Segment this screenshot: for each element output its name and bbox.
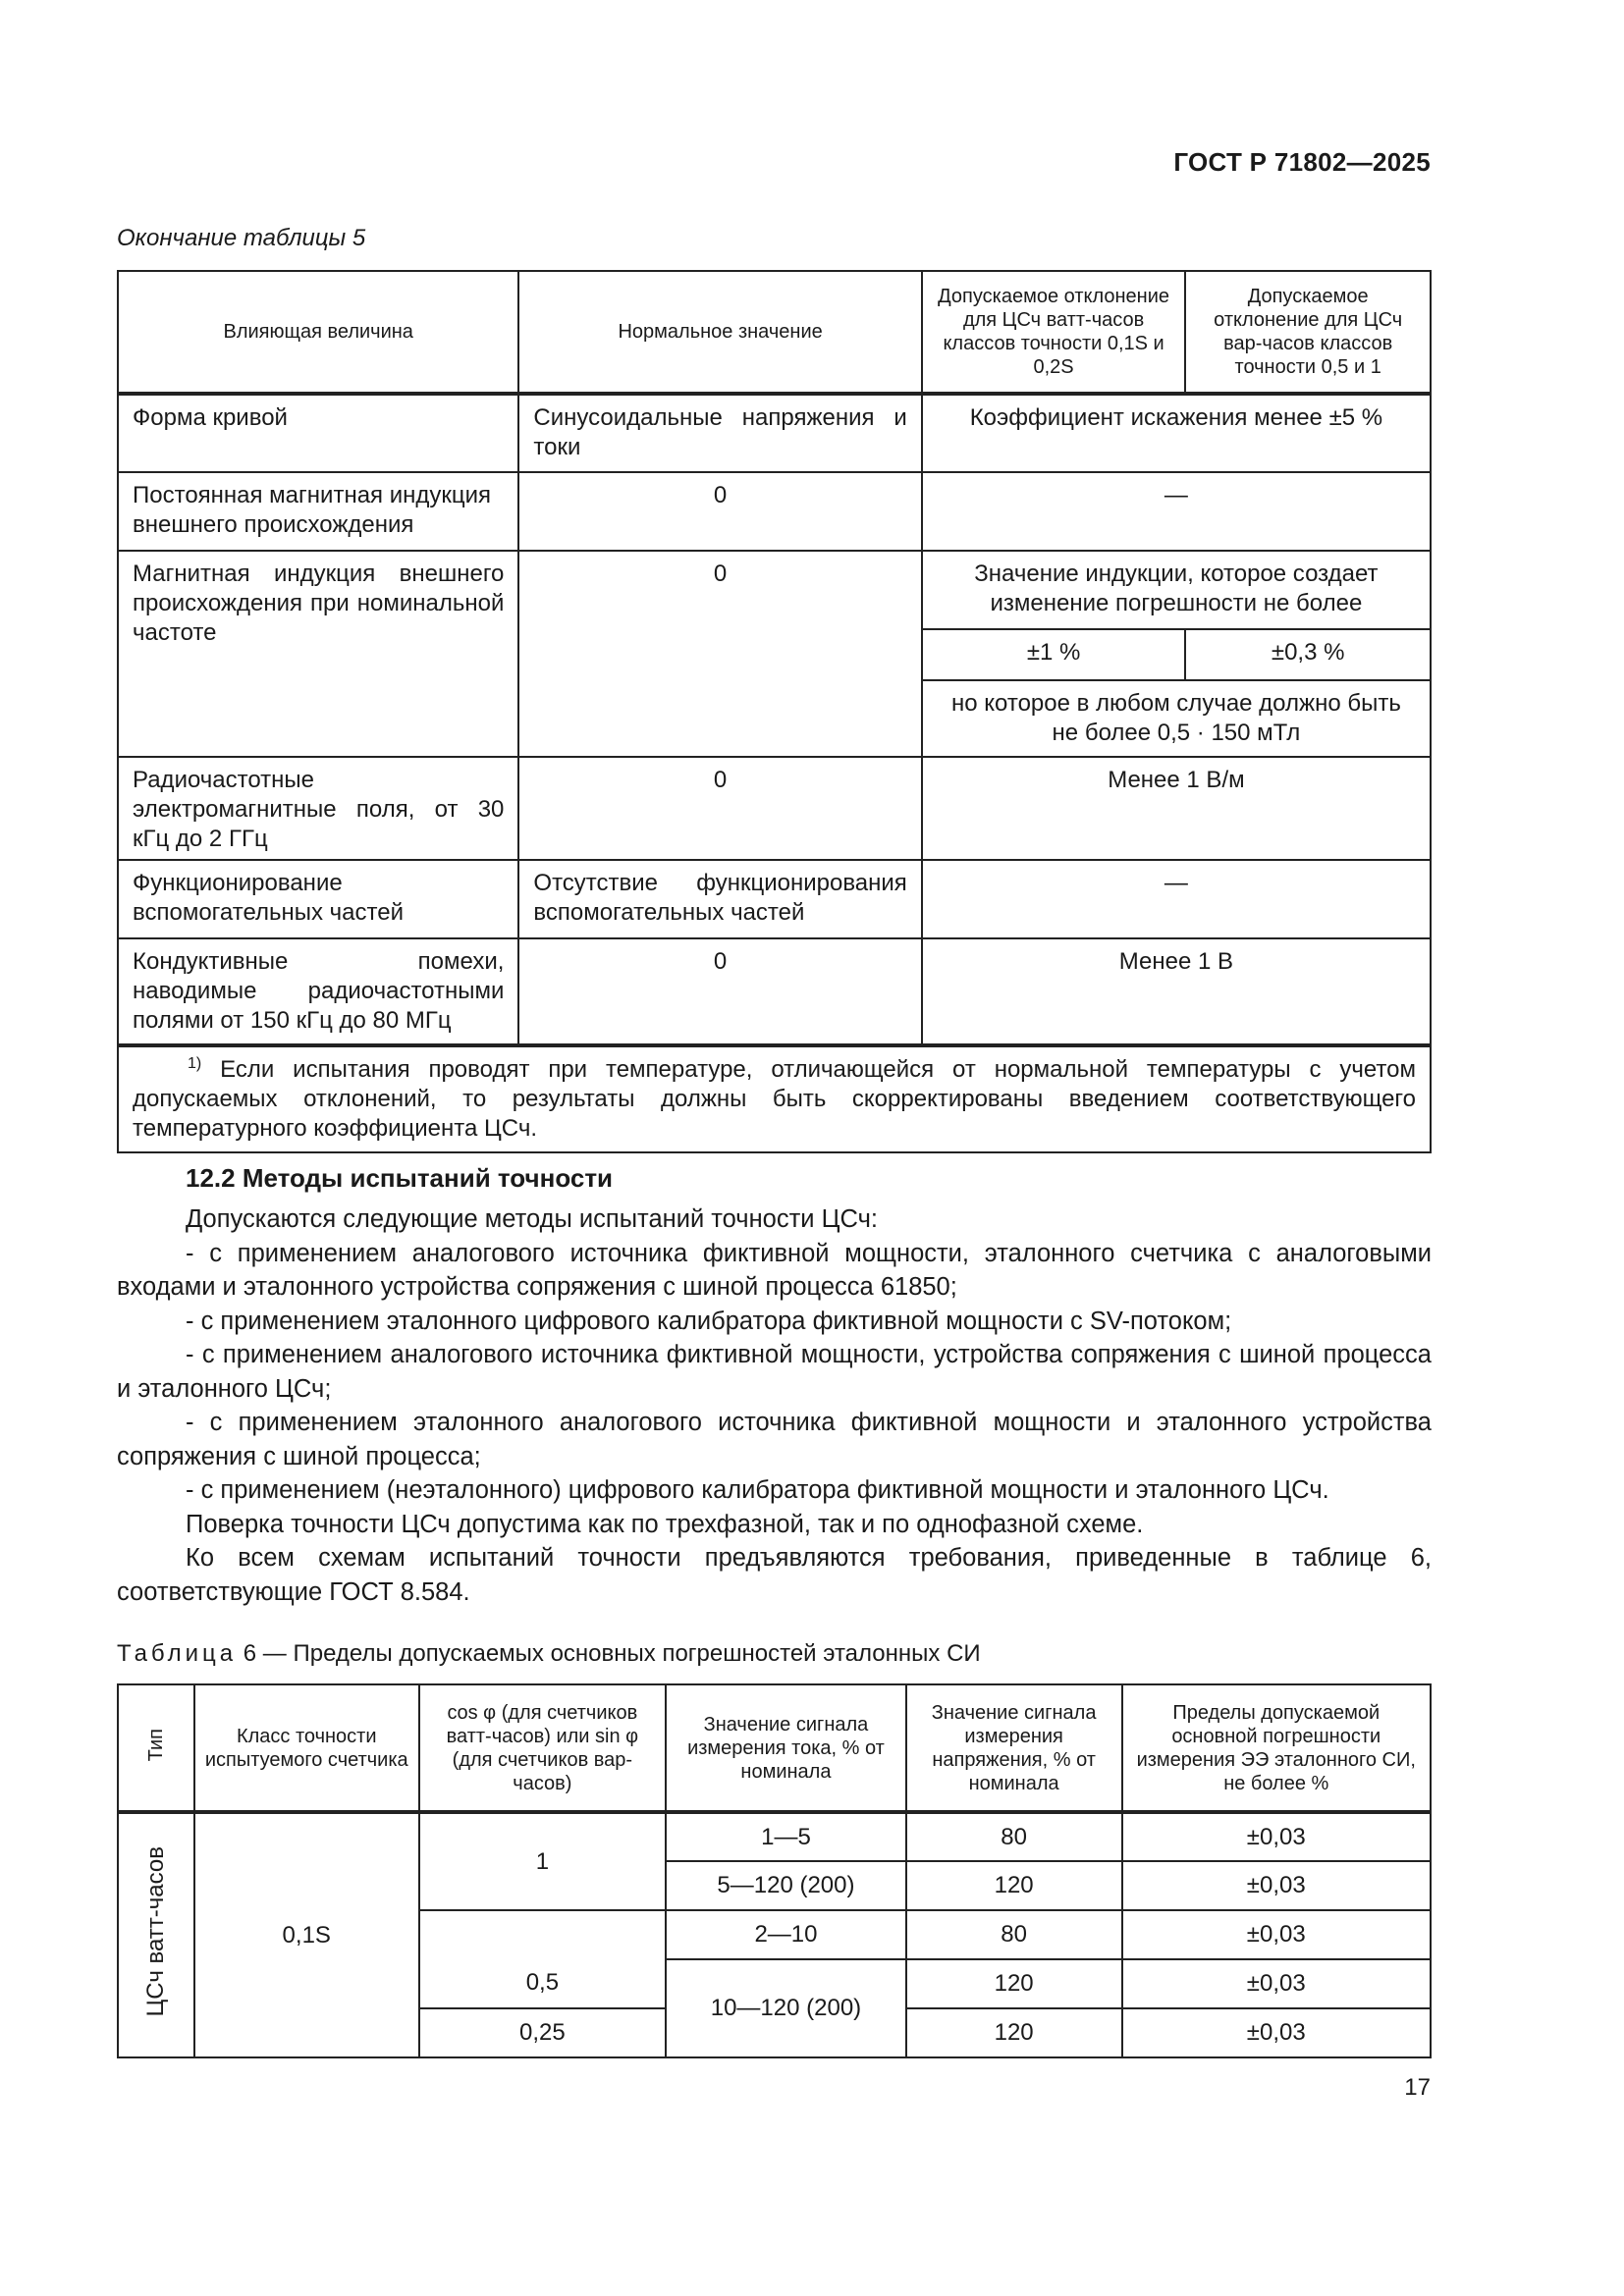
paragraph: - с применением аналогового источника фиктивной мощности, эталонного счетчика с аналоговыми входами и эталонного устройства сопряжения с шиной процесса 61850; [117,1239,1432,1301]
normal-value-cell: Отсутствие функционирования вспомогательных частей [518,860,921,938]
table-footnote [118,1045,1431,1152]
voltage-cell: 80 [906,1812,1122,1861]
column-header: Класс точности испытуемого счетчика [194,1684,419,1812]
deviation-watt-cell: ±1 % [922,629,1186,680]
footnote-row [118,1045,1431,1152]
paragraph: Допускаются следующие методы испытаний точности ЦСч: [186,1205,878,1233]
error-limit-cell: ±0,03 [1122,1959,1432,2008]
table-6 [117,1683,1432,2058]
factor-cell: Магнитная индукция внешнего происхождения при номинальной частоте [118,551,518,757]
table-row [118,757,1431,860]
factor-cell: Постоянная магнитная индукция внешнего происхождения [118,472,518,551]
table-row [118,938,1431,1045]
type-header: Тип [144,1728,167,1762]
table-header-row [118,271,1431,394]
table-row [118,1812,1431,1861]
normal-value-cell: 0 [518,938,921,1045]
power-factor-cell: 0,5 [419,1910,667,2008]
error-limit-cell: ±0,03 [1122,2008,1432,2057]
normal-value-cell: Синусоидальные напряжения и токи [518,394,921,472]
column-header: cos φ (для счетчиков ватт-часов) или sin φ (для счетчиков вар-часов) [419,1684,667,1812]
current-cell: 1—5 [666,1812,906,1861]
factor-cell: Радиочастотные электромагнитные поля, от 30 кГц до 2 ГГц [118,757,518,860]
table-row [118,394,1431,472]
deviation-cell: Менее 1 В [922,938,1431,1045]
voltage-cell: 120 [906,1861,1122,1910]
caption-label: Таблица [117,1640,238,1667]
table-row [118,860,1431,938]
column-header: Допускаемое отклонение для ЦСч ватт-часов классов точности 0,1S и 0,2S [922,271,1186,394]
table-5 [117,270,1432,1153]
deviation-cell: — [922,472,1431,551]
footnote-mark: 1) [188,1055,202,1072]
factor-cell: Кондуктивные помехи, наводимые радиочастотными полями от 150 кГц до 80 МГц [118,938,518,1045]
paragraph: - с применением аналогового источника фиктивной мощности, устройства сопряжения с шиной процесса и эталонного ЦСч; [117,1341,1432,1403]
error-limit-cell: ±0,03 [1122,1910,1432,1959]
paragraph: - с применением эталонного аналогового источника фиктивной мощности и эталонного устройства сопряжения с шиной процесса; [117,1409,1432,1470]
power-factor-cell: 1 [419,1812,667,1910]
meter-type: ЦСч ватт-часов [141,1845,169,2017]
factor-cell: Функционирование вспомогательных частей [118,860,518,938]
deviation-cell: но которое в любом случае должно быть не более 0,5 · 150 мТл [922,680,1431,757]
power-factor-cell: 0,25 [419,2008,667,2057]
paragraph: - с применением эталонного цифрового калибратора фиктивной мощности с SV-потоком; [186,1307,1232,1335]
column-header: Значение сигнала измерения напряжения, % от номинала [906,1684,1122,1812]
document-code: ГОСТ Р 71802—2025 [1173,147,1431,177]
page-number: 17 [1404,2074,1431,2101]
deviation-var-cell: ±0,3 % [1185,629,1431,680]
current-cell: 5—120 (200) [666,1861,906,1910]
column-header: Допускаемое отклонение для ЦСч вар-часов классов точности 0,5 и 1 [1185,271,1431,394]
table-row [118,551,1431,629]
paragraph: - с применением (неэталонного) цифрового калибратора фиктивной мощности и эталонного ЦСч. [186,1476,1329,1504]
accuracy-class-cell: 0,1S [194,1812,419,2057]
deviation-cell: Коэффициент искажения менее ±5 % [922,394,1431,472]
type-cell [118,1812,194,2057]
column-header: Пределы допускаемой основной погрешности измерения ЭЭ эталонного СИ, не более % [1122,1684,1432,1812]
deviation-cell: Значение индукции, которое создает изменение погрешности не более [922,551,1431,629]
table-row [118,472,1431,551]
current-cell: 2—10 [666,1910,906,1959]
normal-value-cell: 0 [518,551,921,757]
column-header [118,1684,194,1812]
paragraph: Поверка точности ЦСч допустима как по трехфазной, так и по однофазной схеме. [186,1510,1144,1538]
table-continuation-label: Окончание таблицы 5 [117,225,366,251]
normal-value-cell: 0 [518,472,921,551]
voltage-cell: 80 [906,1910,1122,1959]
current-cell: 10—120 (200) [666,1959,906,2057]
deviation-cell: — [922,860,1431,938]
table-header-row [118,1684,1431,1812]
voltage-cell: 120 [906,1959,1122,2008]
normal-value-cell: 0 [518,757,921,860]
caption-title: 6 — Пределы допускаемых основных погрешностей эталонных СИ [243,1640,981,1667]
column-header: Нормальное значение [518,271,921,394]
column-header: Значение сигнала измерения тока, % от номинала [666,1684,906,1812]
column-header: Влияющая величина [118,271,518,394]
footnote-text: Если испытания проводят при температуре, отличающейся от нормальной температуры с учетом допускаемых отклонений, то результаты должны быть скорректированы введением соответствующего температурного коэффициента ЦСч. [133,1056,1417,1142]
paragraph: Ко всем схемам испытаний точности предъявляются требования, приведенные в таблице 6, соответствующие ГОСТ 8.584. [117,1544,1432,1606]
section-heading: 12.2 Методы испытаний точности [186,1163,614,1193]
voltage-cell: 120 [906,2008,1122,2057]
table-caption [117,1640,981,1668]
deviation-cell: Менее 1 В/м [922,757,1431,860]
error-limit-cell: ±0,03 [1122,1812,1432,1861]
factor-cell: Форма кривой [118,394,518,472]
error-limit-cell: ±0,03 [1122,1861,1432,1910]
section-12-2 [117,1161,1432,1609]
